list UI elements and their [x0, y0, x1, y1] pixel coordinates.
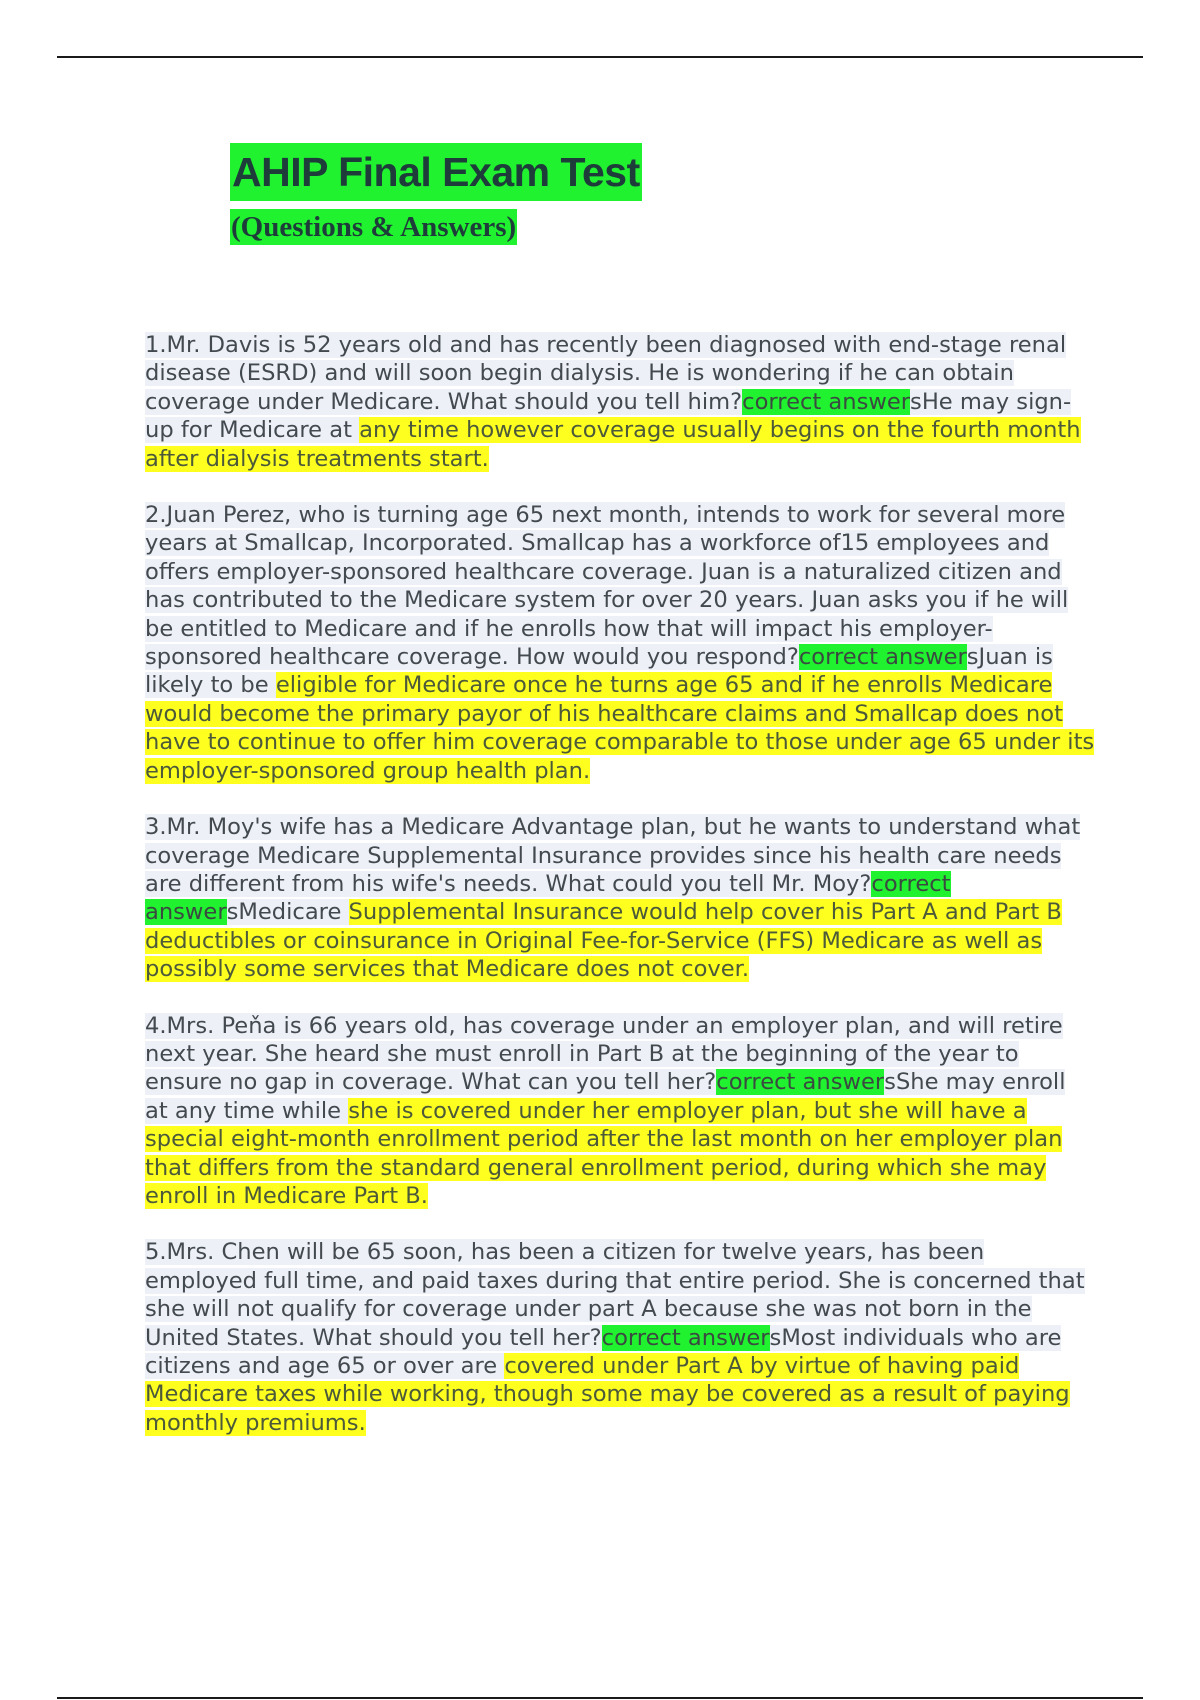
answer-highlight: Supplemental Insurance would help cover his Part A and Part B deductibles or coinsurance in Original Fee-for-Service (FFS) Medicare as well as possibly some services that Medicare does not cover. [145, 899, 1062, 983]
answer-lead: sMedicare [226, 899, 349, 926]
correct-answer-marker: correct answer [798, 644, 967, 671]
answer-lead: sHe may sign-up for Medicare at [145, 388, 1072, 444]
qa-item-3 [145, 813, 1095, 983]
correct-answer-marker: correct answer [601, 1324, 770, 1351]
qa-item-2 [145, 501, 1095, 785]
question-text: 1.Mr. Davis is 52 years old and has recently been diagnosed with end-stage renal disease (ESRD) and will soon begin dialysis. He is wondering if he can obtain coverage under Medicare. What should you tell him? [145, 332, 1067, 415]
document-subtitle: (Questions & Answers) [231, 211, 517, 243]
correct-answer-marker: correct answer [716, 1069, 885, 1096]
question-text: 4.Mrs. Peňa is 66 years old, has coverage under an employer plan, and will retire next year. She heard she must enroll in Part B at the beginning of the year to ensure no gap in coverage. What can you tell her? [145, 1012, 1063, 1096]
answer-highlight: any time however coverage usually begins on the fourth month after dialysis treatments start. [145, 417, 1081, 472]
answer-highlight: covered under Part A by virtue of having paid Medicare taxes while working, though some may be covered as a result of paying monthly premiums. [145, 1353, 1070, 1436]
answer-lead: sMost individuals who are citizens and age 65 or over are [145, 1324, 1062, 1379]
qa-item-1 [145, 331, 1095, 473]
answer-lead: sJuan is likely to be [145, 644, 1053, 699]
correct-answer-marker: correct answer [742, 388, 911, 415]
document-title: AHIP Final Exam Test [230, 143, 642, 201]
qa-item-5 [145, 1238, 1095, 1437]
qa-list [145, 331, 1095, 1465]
answer-lead: sShe may enroll at any time while [145, 1069, 1066, 1124]
answer-highlight: she is covered under her employer plan, but she will have a special eight-month enrollment period after the last month on her employer plan that differs from the standard general enrollment period, during which she may enroll in Medicare Part B. [145, 1097, 1063, 1209]
top-rule [57, 56, 1143, 58]
question-text: 5.Mrs. Chen will be 65 soon, has been a citizen for twelve years, has been employed full time, and paid taxes during that entire period. She is concerned that she will not qualify for coverage under part A because she was not born in the United States. What should you tell her? [145, 1239, 1085, 1351]
answer-highlight: eligible for Medicare once he turns age 65 and if he enrolls Medicare would become the primary payor of his healthcare claims and Smallcap does not have to continue to offer him coverage comparable to those under age 65 under its employer-sponsored group health plan. [145, 672, 1095, 784]
title-block [230, 143, 660, 245]
question-text: 3.Mr. Moy's wife has a Medicare Advantage plan, but he wants to understand what coverage Medicare Supplemental Insurance provides since his health care needs are different from his wife's needs. What could you tell Mr. Moy? [145, 814, 1081, 897]
correct-answer-marker: correct answer [145, 870, 951, 926]
qa-item-4 [145, 1012, 1095, 1211]
question-text: 2.Juan Perez, who is turning age 65 next month, intends to work for several more years at Smallcap, Incorporated. Smallcap has a workforce of15 employees and offers employer-sponsored healthcare coverage. Juan is a naturalized citizen and has contributed to the Medicare system for over 20 years. Juan asks you if he will be entitled to Medicare and if he enrolls how that will impact his employer-sponsored healthcare coverage. How would you respond? [145, 502, 1069, 671]
bottom-rule [57, 1697, 1143, 1699]
